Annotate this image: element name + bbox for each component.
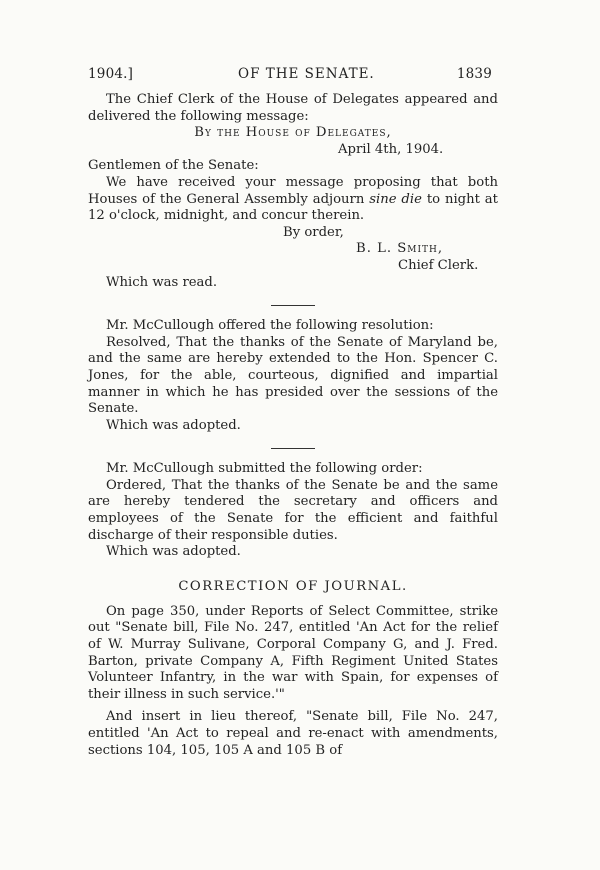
order-result: Which was adopted. <box>106 544 241 560</box>
read-note: Which was read. <box>106 274 218 290</box>
message-body-before: We have received your message proposing that both Houses of the General Assembly adjourn <box>88 174 498 207</box>
correction-paragraph-1: On page 350, under Reports of Select Committee, strike out "Senate bill, File No. 247, entitled 'An Act for the relief of W. Murray Sulivane, Corporal Company G, and J. Fred. Barton, private Company A, Fifth Regiment United States Volunteer Infantry, in the war with Spain, for expenses of their illness in such service.'" <box>88 603 498 702</box>
order-intro: Mr. McCullough submitted the following order: <box>106 461 423 477</box>
message-signer: B. L. Smith, <box>356 241 444 257</box>
message-by-order: By order, <box>283 224 344 240</box>
correction-heading: CORRECTION OF JOURNAL. <box>178 578 408 594</box>
message-salutation: Gentlemen of the Senate: <box>88 158 259 174</box>
message-from: By the House of Delegates, <box>194 125 392 141</box>
section-divider <box>271 305 315 306</box>
correction-paragraph-2: And insert in lieu thereof, "Senate bill, File No. 247, entitled 'An Act to repeal and re-enact with amendments, sections 104, 105, 105 A and 105 B of <box>88 709 498 758</box>
message-signer-title: Chief Clerk. <box>398 257 479 273</box>
header-year: 1904.] <box>88 66 134 82</box>
header-title: OF THE SENATE. <box>238 66 375 82</box>
message-body-italic: sine die <box>369 191 422 207</box>
header-page-number: 1839 <box>456 66 492 82</box>
message-body <box>88 175 498 225</box>
document-page <box>88 66 498 759</box>
resolution-result: Which was adopted. <box>106 417 241 433</box>
order-text: Ordered, That the thanks of the Senate be and the same are hereby tendered the secretary and officers and employees of the Senate for the efficient and faithful discharge of their responsible duties. <box>88 477 498 543</box>
resolution-intro: Mr. McCullough offered the following resolution: <box>106 318 434 334</box>
section-divider <box>271 448 315 449</box>
message-intro: The Chief Clerk of the House of Delegates appeared and delivered the following message: <box>88 92 498 124</box>
running-header <box>88 66 498 88</box>
message-body-after: to night at 12 o'clock, midnight, and concur therein. <box>88 191 498 224</box>
message-date: April 4th, 1904. <box>338 141 444 157</box>
resolution-text: Resolved, That the thanks of the Senate of Maryland be, and the same are hereby extended to the Hon. Spencer C. Jones, for the able, courteous, dignified and impartial manner in which he has presided over the sessions of the Senate. <box>88 334 498 417</box>
